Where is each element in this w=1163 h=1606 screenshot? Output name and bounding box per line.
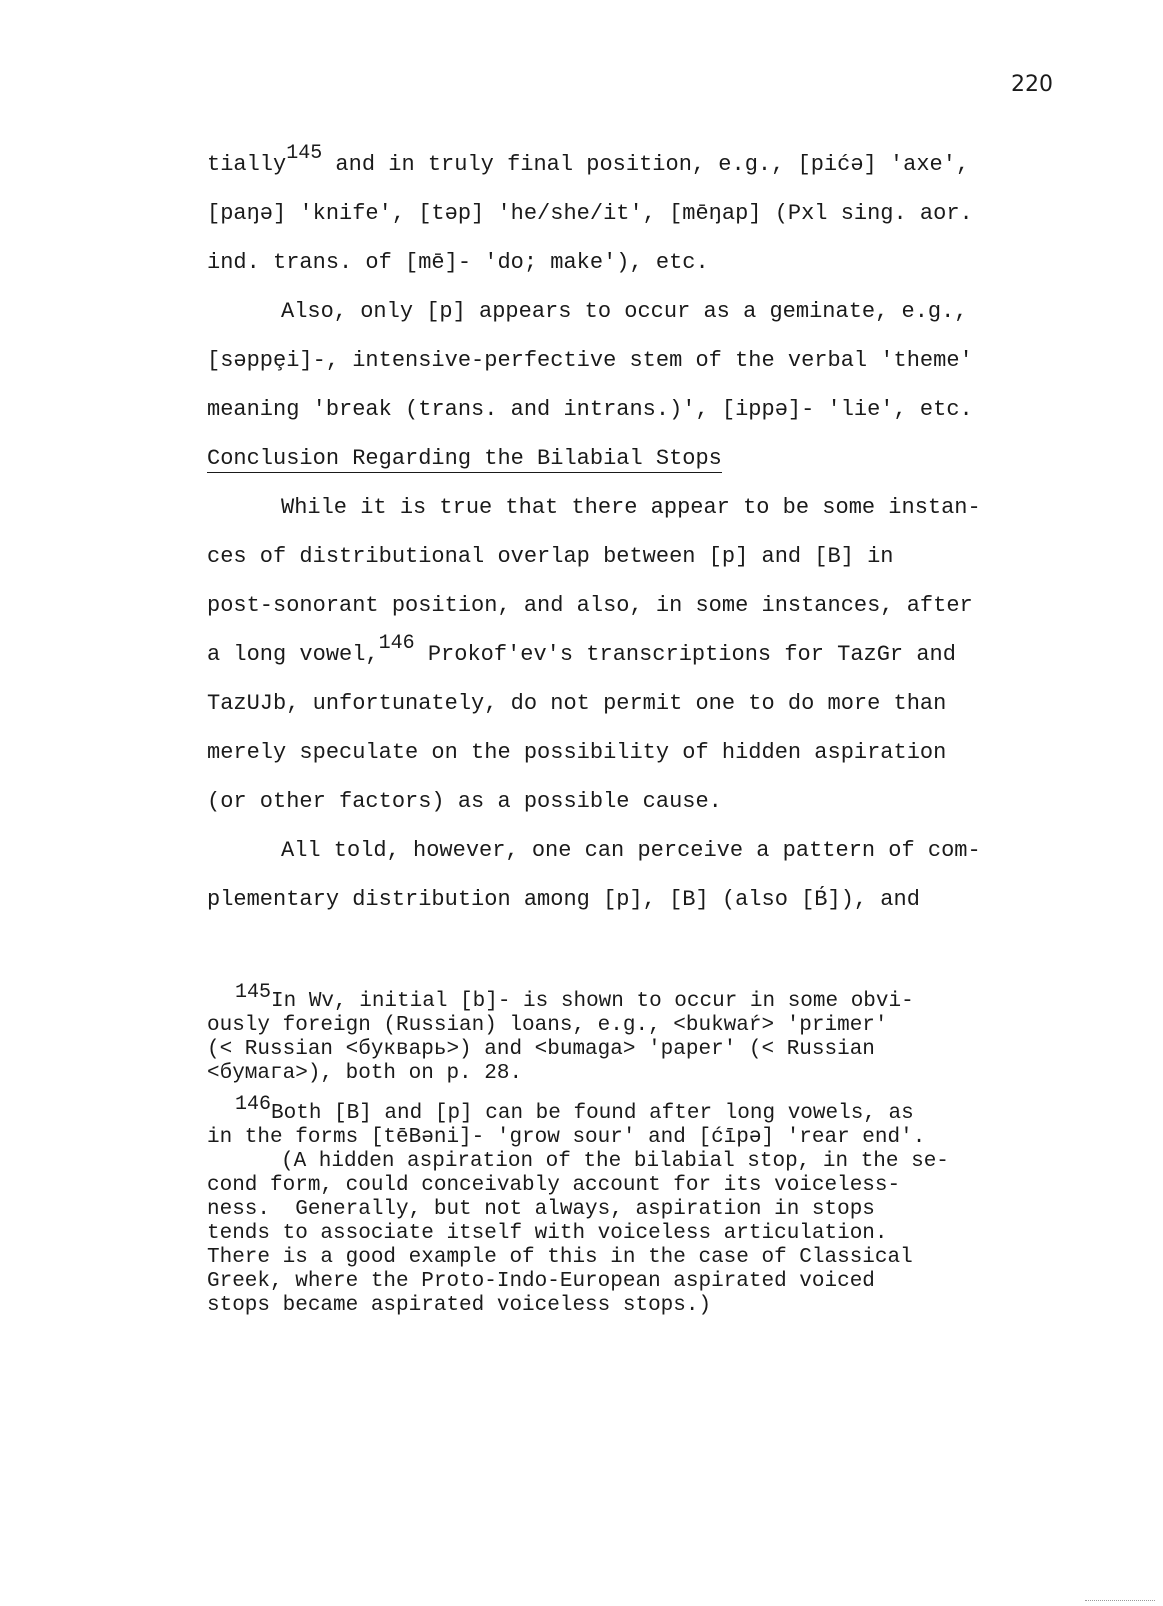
paragraph-3-line-2: ces of distributional overlap between [p] and [B] in xyxy=(207,544,894,569)
footnote-146-line-6: tends to associate itself with voiceless articulation. xyxy=(207,1222,888,1245)
page-number: 220 xyxy=(1011,72,1053,97)
paragraph-3-line-1: While it is true that there appear to be some instan- xyxy=(281,495,981,520)
paragraph-1-line-2: [paŋə] 'knife', [təp] 'he/she/it', [mēŋap] (Pxl sing. aor. xyxy=(207,201,973,226)
paragraph-3-line-7: (or other factors) as a possible cause. xyxy=(207,789,722,814)
footnote-146-line-1 xyxy=(207,1093,1067,1126)
footnote-146-line-7: There is a good example of this in the case of Classical xyxy=(207,1246,913,1269)
footnote-145-line-3: (< Russian <букварь>) and <bumaga> 'paper' (< Russian xyxy=(207,1038,875,1061)
section-heading: Conclusion Regarding the Bilabial Stops xyxy=(207,446,722,471)
paragraph-1-line-3: ind. trans. of [mē]- 'do; make'), etc. xyxy=(207,250,709,275)
paragraph-3-line-6: merely speculate on the possibility of hidden aspiration xyxy=(207,740,947,765)
footnote-146-line-8: Greek, where the Proto-Indo-European aspirated voiced xyxy=(207,1270,875,1293)
paragraph-4 xyxy=(207,826,1057,924)
paragraph-3 xyxy=(207,483,1057,826)
footnote-145-line-2: ously foreign (Russian) loans, e.g., <bukwaŕ> 'primer' xyxy=(207,1014,888,1037)
paragraph-4-line-2: plementary distribution among [p], [B] (also [B́]), and xyxy=(207,887,920,912)
paragraph-2 xyxy=(207,287,1057,434)
text-segment: In Wv, initial [b]- is shown to occur in some obvi- xyxy=(271,990,914,1013)
footnote-ref-145: 145 xyxy=(286,142,323,165)
text-segment: Prokof'ev's transcriptions for TazGr and xyxy=(414,642,956,667)
footnote-number: 145 xyxy=(235,981,272,1004)
paragraph-3-line-5: TazUJb, unfortunately, do not permit one to do more than xyxy=(207,691,947,716)
footnote-145-line-4: <бумага>), both on p. 28. xyxy=(207,1062,523,1085)
text-segment: Both [B] and [p] can be found after long vowels, as xyxy=(271,1102,914,1125)
footnote-ref-146: 146 xyxy=(378,632,415,655)
text-segment: and in truly final position, e.g., [pićə] 'axe', xyxy=(322,152,970,177)
footnote-146-line-2: in the forms [tēBəni]- 'grow sour' and [ćīpə] 'rear end'. xyxy=(207,1126,926,1149)
scan-edge-mark xyxy=(1085,1600,1155,1602)
footnote-146-line-5: ness. Generally, but not always, aspiration in stops xyxy=(207,1198,875,1221)
paragraph-2-line-3: meaning 'break (trans. and intrans.)', [ippə]- 'lie', etc. xyxy=(207,397,973,422)
main-text xyxy=(207,140,1057,924)
footnote-146-line-9: stops became aspirated voiceless stops.) xyxy=(207,1294,712,1317)
text-segment: a long vowel, xyxy=(207,642,379,667)
paragraph-1-line-1 xyxy=(207,140,1057,189)
text-segment: tially xyxy=(207,152,287,177)
footnote-146-line-3: (A hidden aspiration of the bilabial stop, in the se- xyxy=(281,1150,949,1173)
footnotes xyxy=(207,981,1067,1334)
footnote-145-line-1 xyxy=(207,981,1067,1014)
footnote-number: 146 xyxy=(235,1093,272,1116)
paragraph-4-line-1: All told, however, one can perceive a pattern of com- xyxy=(281,838,981,863)
paragraph-2-line-1: Also, only [p] appears to occur as a geminate, e.g., xyxy=(281,299,968,324)
paragraph-1 xyxy=(207,140,1057,287)
section-heading-container xyxy=(207,434,1057,483)
paragraph-3-line-4 xyxy=(207,630,1057,679)
footnote-145 xyxy=(207,981,1067,1086)
footnote-146 xyxy=(207,1093,1067,1318)
paragraph-3-line-3: post-sonorant position, and also, in some instances, after xyxy=(207,593,973,618)
paragraph-2-line-2: [səppȩi]-, intensive-perfective stem of the verbal 'theme' xyxy=(207,348,973,373)
footnote-146-line-4: cond form, could conceivably account for its voiceless- xyxy=(207,1174,901,1197)
